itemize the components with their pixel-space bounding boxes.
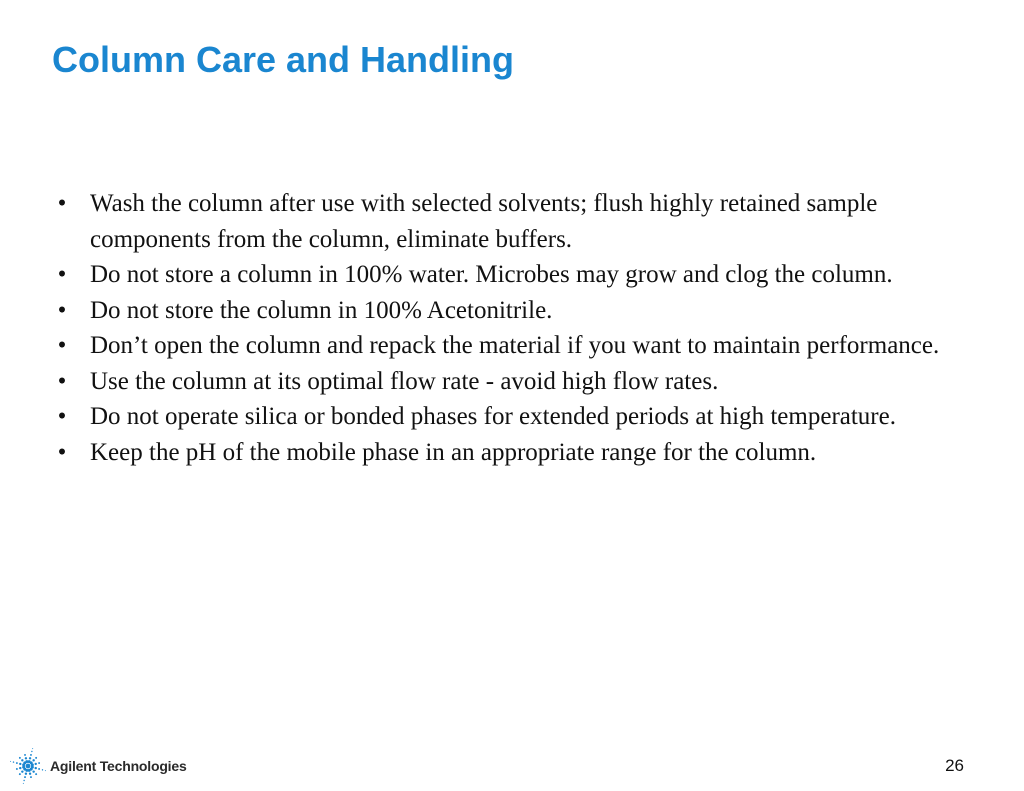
bullet-list [52,186,982,470]
bullet-icon: • [57,296,67,324]
bullet-icon: • [57,261,67,288]
bullet-icon: • [57,438,67,466]
bullet-text: Wash the column after use with selected solvents; flush highly retained sample components from the column, eliminate buffers. [90,190,878,253]
bullet-icon: • [57,403,67,430]
company-name: Agilent Technologies [50,758,187,774]
bullet-item [52,186,982,257]
bullet-icon: • [57,332,67,359]
bullet-text: Do not operate silica or bonded phases for extended periods at high temperature. [90,403,896,430]
agilent-spark-icon [8,746,48,786]
bullet-text: Use the column at its optimal flow rate - avoid high flow rates. [90,367,719,395]
bullet-item [52,399,982,435]
bullet-text: Do not store the column in 100% Acetonitrile. [90,296,553,324]
bullet-text: Do not store a column in 100% water. Microbes may grow and clog the column. [90,261,893,288]
bullet-icon: • [57,367,67,395]
bullet-item [52,257,982,293]
bullet-item [52,293,982,329]
bullet-text: Don’t open the column and repack the material if you want to maintain performance. [90,332,940,359]
slide-title: Column Care and Handling [52,39,515,80]
company-logo [8,746,198,786]
bullet-icon: • [57,190,67,217]
bullet-item [52,435,982,471]
bullet-item [52,328,982,364]
page-number: 26 [945,756,964,775]
bullet-text: Keep the pH of the mobile phase in an appropriate range for the column. [90,438,817,466]
bullet-item [52,364,982,400]
